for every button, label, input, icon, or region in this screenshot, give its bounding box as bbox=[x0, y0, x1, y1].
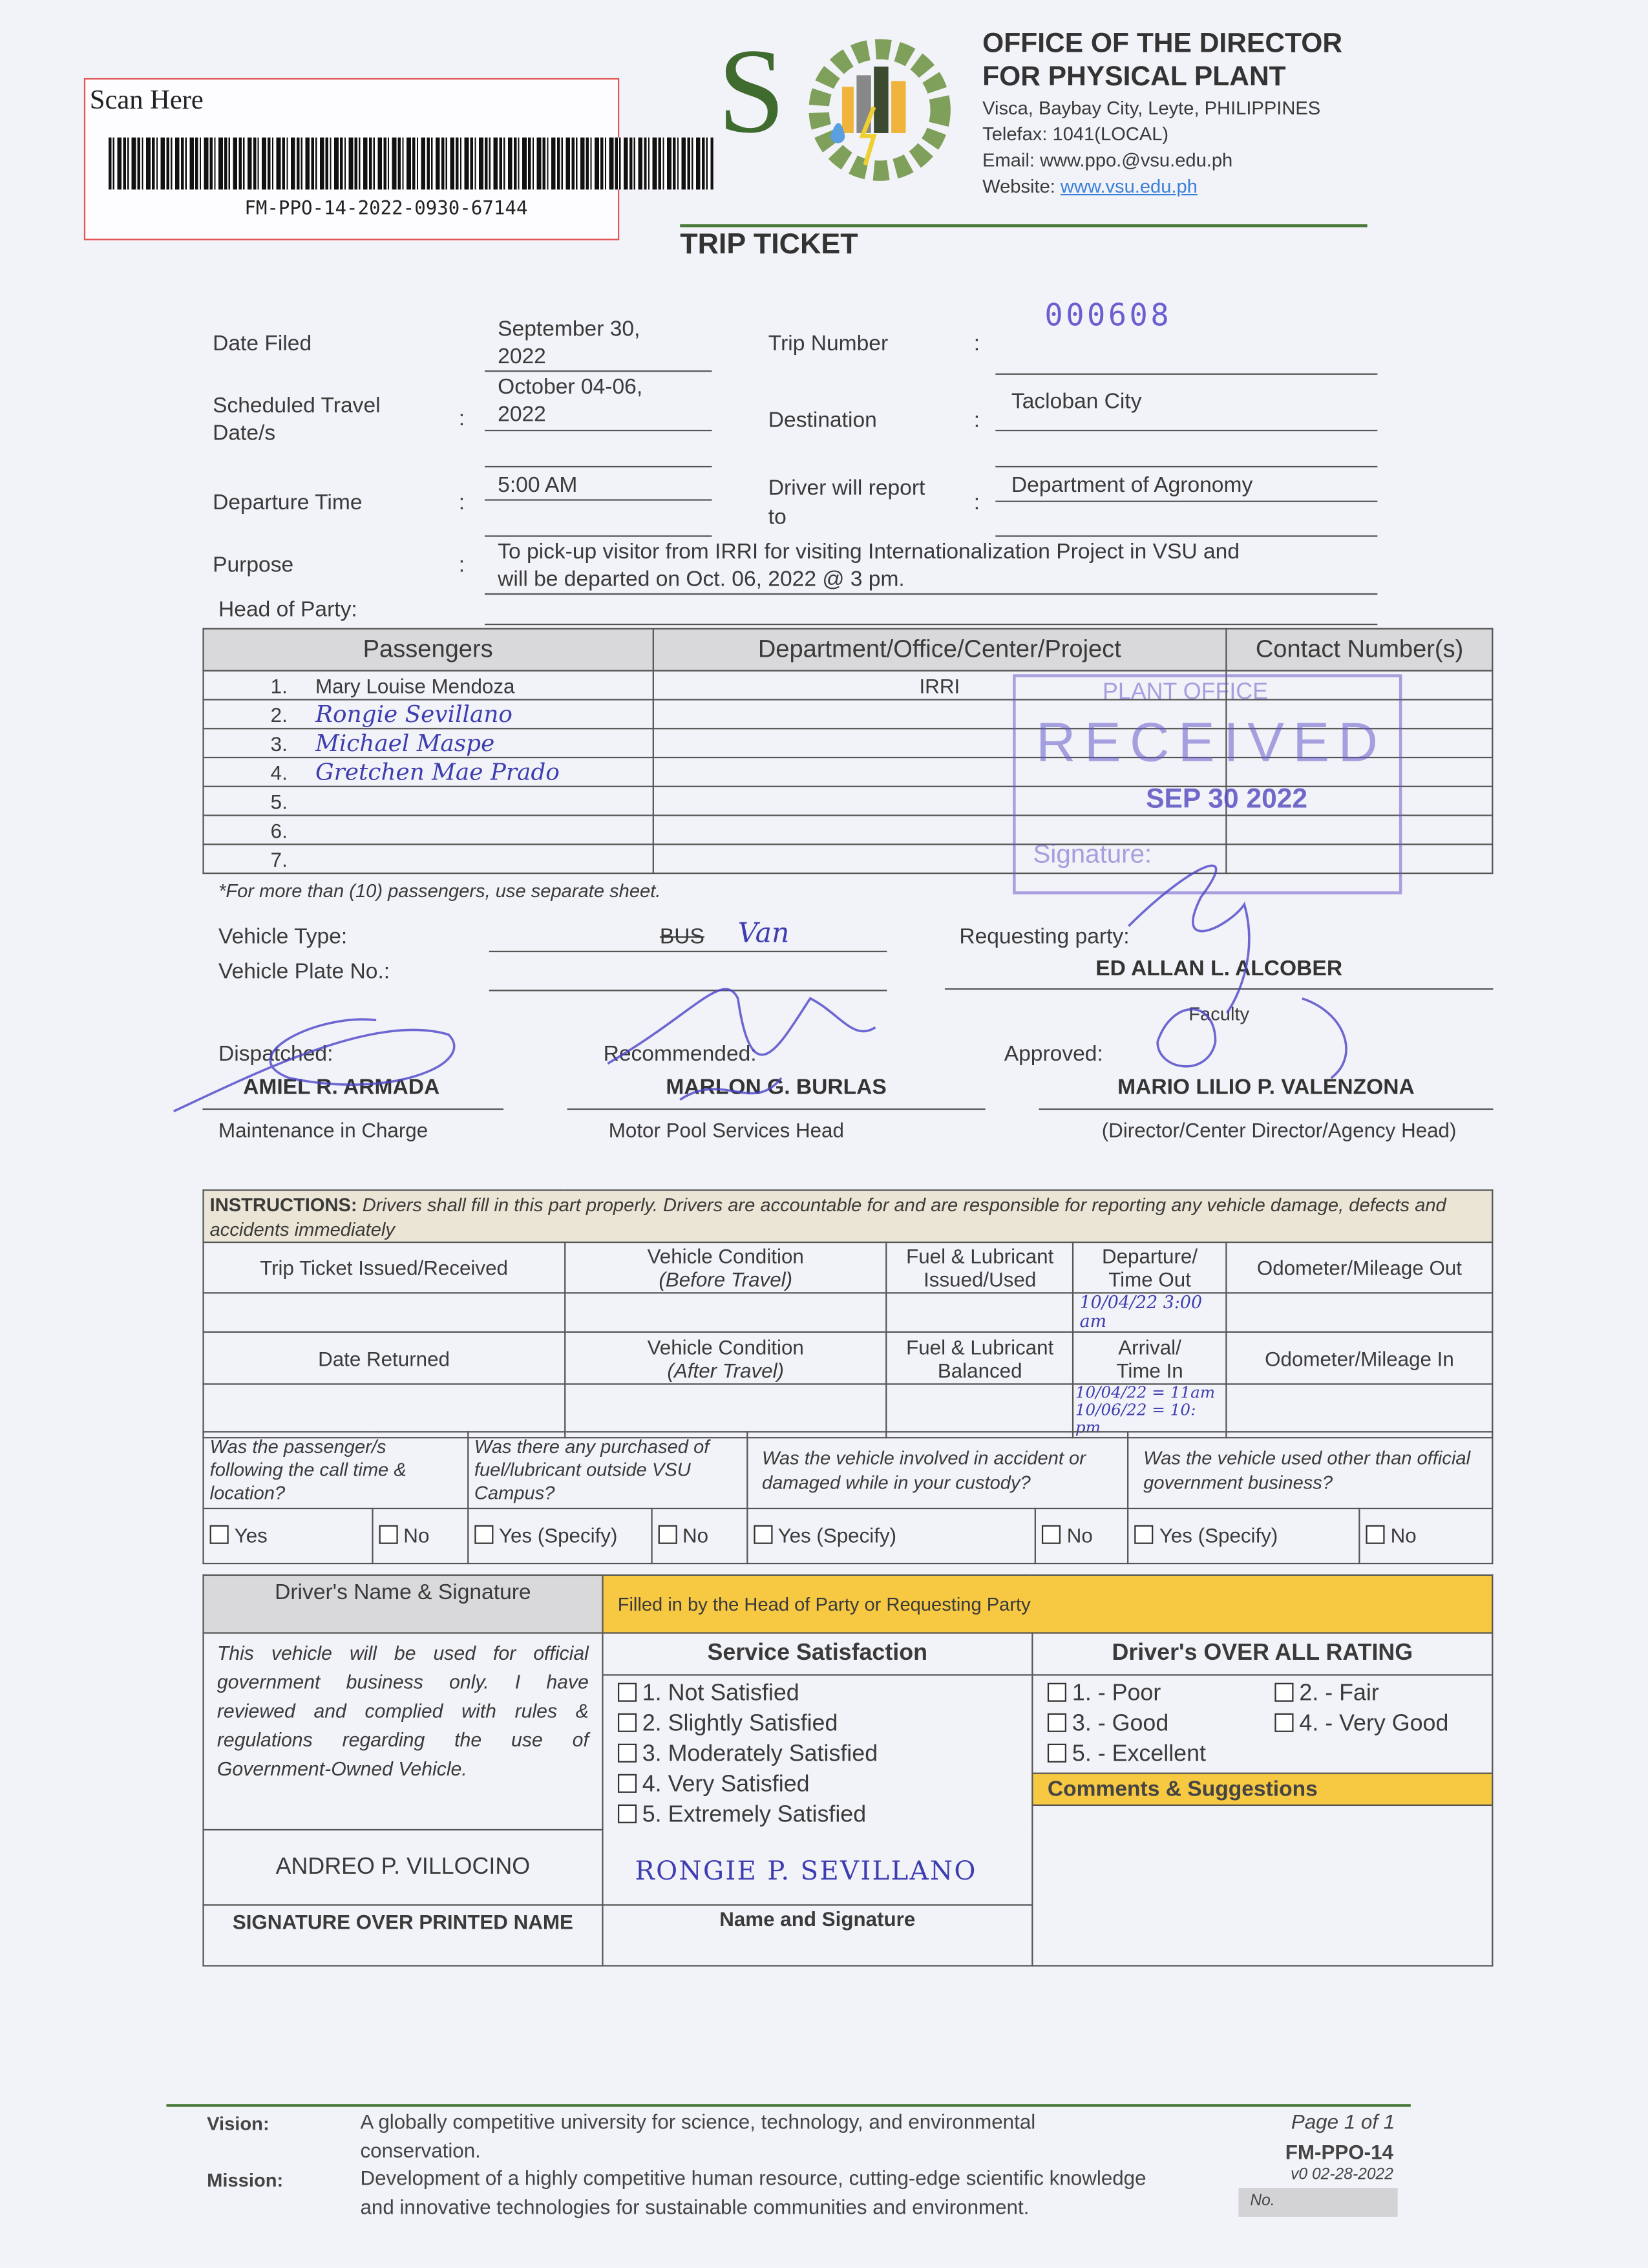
passenger-number: 7. bbox=[270, 847, 288, 871]
form-no: No. bbox=[1238, 2188, 1397, 2217]
stamp-received: RECEIVED bbox=[1035, 713, 1387, 774]
col-time-in: Time In bbox=[1116, 1358, 1183, 1381]
instructions-lead: INSTRUCTIONS: bbox=[209, 1192, 357, 1215]
page-number: Page 1 of 1 bbox=[1291, 2110, 1395, 2133]
col-issued-used: Issued/Used bbox=[924, 1267, 1037, 1291]
trip-ticket-field[interactable] bbox=[204, 1293, 565, 1331]
checkbox-icon[interactable] bbox=[1048, 1713, 1066, 1732]
driver-statement: This vehicle will be used for official government business only. I have reviewed and complied with rules & regulations regarding the use of Government-Owned Vehicle. bbox=[204, 1633, 603, 1830]
mission-text: Development of a highly competitive human resource, cutting-edge scientific knowledge bbox=[360, 2166, 1146, 2190]
answer-option-7[interactable] bbox=[1359, 1509, 1492, 1563]
evaluation-table bbox=[202, 1574, 1493, 1967]
answer-option-label: No bbox=[1066, 1523, 1093, 1547]
service-satisfaction-title: Service Satisfaction bbox=[603, 1634, 1031, 1676]
colon: : bbox=[458, 490, 465, 516]
destination-label: Destination bbox=[768, 408, 877, 433]
col-vehicle-condition: Vehicle Condition bbox=[647, 1244, 804, 1268]
answer-option-label: Yes (Specify) bbox=[1159, 1523, 1278, 1547]
university-letter: S bbox=[717, 25, 786, 160]
checkbox-icon[interactable] bbox=[1366, 1525, 1385, 1544]
travel-dates-label: Scheduled Travel bbox=[213, 393, 381, 419]
checkbox-icon[interactable] bbox=[1274, 1713, 1293, 1732]
passenger-number: 4. bbox=[270, 760, 288, 784]
colon: : bbox=[973, 490, 980, 516]
rating-option[interactable] bbox=[1048, 1739, 1274, 1770]
requester-signature bbox=[1128, 865, 1249, 1013]
time-out-value[interactable]: 10/04/22 3:00 am bbox=[1073, 1293, 1226, 1331]
service-option-label: 2. Slightly Satisfied bbox=[642, 1712, 838, 1737]
form-version: v0 02-28-2022 bbox=[1291, 2166, 1393, 2184]
col-fuel: Fuel & Lubricant bbox=[906, 1244, 1054, 1268]
answer-option-3[interactable] bbox=[651, 1509, 747, 1563]
vision-label: Vision: bbox=[207, 2112, 269, 2135]
rating-option-label: 3. - Good bbox=[1072, 1712, 1169, 1737]
driver-report-label: Driver will report bbox=[768, 476, 925, 501]
service-option[interactable] bbox=[618, 1800, 1017, 1830]
col-vehicle-condition-after: Vehicle Condition bbox=[647, 1335, 804, 1359]
service-option[interactable] bbox=[618, 1679, 1017, 1709]
passenger-note: *For more than (10) passengers, use separate sheet. bbox=[218, 880, 661, 902]
checkbox-icon[interactable] bbox=[1048, 1744, 1066, 1763]
checkbox-icon[interactable] bbox=[474, 1525, 493, 1544]
col-odometer-in: Odometer/Mileage In bbox=[1227, 1332, 1493, 1384]
vehicle-plate-label: Vehicle Plate No.: bbox=[218, 959, 390, 984]
dispatched-role: Maintenance in Charge bbox=[218, 1118, 428, 1142]
answer-option-label: Yes bbox=[234, 1523, 268, 1547]
approved-role: (Director/Center Director/Agency Head) bbox=[1101, 1118, 1457, 1142]
time-in-value-1[interactable]: 10/04/22 = 11am bbox=[1075, 1383, 1216, 1403]
vision-text: A globally competitive university for science, technology, and environmental bbox=[360, 2110, 1036, 2133]
vehicle-type-struck: BUS bbox=[659, 924, 704, 949]
recommender-signature bbox=[607, 989, 875, 1099]
checkbox-icon[interactable] bbox=[1135, 1525, 1154, 1544]
checkbox-icon[interactable] bbox=[754, 1525, 772, 1544]
website-label: Website: bbox=[982, 175, 1061, 197]
comments-field[interactable] bbox=[1033, 1806, 1492, 1965]
driver-name: ANDREO P. VILLOCINO bbox=[204, 1830, 603, 1905]
address: Visca, Baybay City, Leyte, PHILIPPINES bbox=[982, 96, 1321, 119]
col-trip-ticket: Trip Ticket Issued/Received bbox=[204, 1242, 565, 1293]
question-accident: Was the vehicle involved in accident or damaged while in your custody? bbox=[746, 1432, 1128, 1509]
destination-value: Tacloban City bbox=[1011, 389, 1142, 414]
rating-option-label: 1. - Poor bbox=[1072, 1681, 1161, 1706]
comments-title: Comments & Suggestions bbox=[1033, 1773, 1492, 1806]
rating-option-label: 4. - Very Good bbox=[1299, 1712, 1449, 1737]
time-in-value-2[interactable]: 10/06/22 = 10: pm bbox=[1075, 1401, 1196, 1437]
trip-number-label: Trip Number bbox=[768, 331, 889, 356]
service-option-label: 1. Not Satisfied bbox=[642, 1681, 799, 1706]
passenger-name[interactable]: Rongie Sevillano bbox=[315, 699, 512, 727]
checkbox-icon[interactable] bbox=[618, 1683, 637, 1702]
purpose-value: To pick-up visitor from IRRI for visiting Internationalization Project in VSU and bbox=[498, 540, 1240, 565]
dispatched-name: AMIEL R. ARMADA bbox=[243, 1075, 440, 1100]
service-option[interactable] bbox=[618, 1770, 1017, 1800]
rating-option[interactable] bbox=[1274, 1709, 1477, 1739]
answer-option-4[interactable] bbox=[746, 1509, 1035, 1563]
question-call-time: Was the passenger/s following the call time & location? bbox=[204, 1432, 468, 1509]
mission-text-2: and innovative technologies for sustainable communities and environment. bbox=[360, 2195, 1030, 2219]
checkbox-icon[interactable] bbox=[1048, 1683, 1066, 1702]
requesting-party-label: Requesting party: bbox=[959, 924, 1130, 949]
passenger-name[interactable]: Gretchen Mae Prado bbox=[315, 758, 560, 785]
rating-option[interactable] bbox=[1048, 1679, 1274, 1709]
answer-option-2[interactable] bbox=[468, 1509, 651, 1563]
rating-option[interactable] bbox=[1274, 1679, 1477, 1709]
checkbox-icon[interactable] bbox=[618, 1805, 637, 1823]
evaluation-banner: Filled in by the Head of Party or Requesting Party bbox=[602, 1575, 1492, 1633]
col-time-out: Time Out bbox=[1108, 1267, 1191, 1291]
checkbox-icon[interactable] bbox=[618, 1774, 637, 1793]
stamp-office: PLANT OFFICE bbox=[1102, 680, 1269, 705]
vehicle-condition-before-field[interactable] bbox=[565, 1293, 887, 1331]
approver-signature bbox=[1157, 999, 1346, 1078]
col-before-travel: (Before Travel) bbox=[659, 1267, 793, 1291]
passenger-department[interactable]: IRRI bbox=[653, 671, 1227, 700]
dispatched-label: Dispatched: bbox=[218, 1041, 333, 1066]
checkbox-icon[interactable] bbox=[618, 1713, 637, 1732]
service-option-label: 3. Moderately Satisfied bbox=[642, 1742, 878, 1767]
driver-report-label-2: to bbox=[768, 505, 787, 530]
header-department: Department/Office/Center/Project bbox=[653, 629, 1227, 671]
passenger-name[interactable]: Mary Louise Mendoza bbox=[315, 673, 515, 697]
answer-option-5[interactable] bbox=[1036, 1509, 1128, 1563]
service-option[interactable] bbox=[618, 1709, 1017, 1739]
driver-header: Driver's Name & Signature bbox=[204, 1575, 603, 1633]
col-after-travel: (After Travel) bbox=[667, 1358, 784, 1381]
col-fuel-balanced: Fuel & Lubricant bbox=[906, 1335, 1054, 1359]
service-option-label: 5. Extremely Satisfied bbox=[642, 1803, 867, 1828]
checkbox-icon[interactable] bbox=[658, 1525, 677, 1544]
stamp-signature: Signature: bbox=[1033, 839, 1152, 869]
head-of-party-label: Head of Party: bbox=[218, 597, 357, 622]
vehicle-type-value: Van bbox=[737, 917, 790, 949]
answer-option-0[interactable] bbox=[204, 1509, 373, 1563]
trip-number-value: 000608 bbox=[1044, 298, 1172, 333]
checkbox-icon[interactable] bbox=[1042, 1525, 1061, 1544]
purpose-label: Purpose bbox=[213, 553, 294, 578]
passenger-number: 5. bbox=[270, 789, 288, 813]
col-odometer-out: Odometer/Mileage Out bbox=[1227, 1242, 1493, 1293]
service-option-label: 4. Very Satisfied bbox=[642, 1772, 810, 1797]
departure-time-value: 5:00 AM bbox=[498, 473, 578, 498]
stamp-date: SEP 30 2022 bbox=[1146, 784, 1308, 815]
passenger-number: 2. bbox=[270, 702, 288, 726]
col-balanced: Balanced bbox=[937, 1358, 1022, 1381]
checkbox-icon[interactable] bbox=[379, 1525, 397, 1544]
question-other-use: Was the vehicle used other than official government business? bbox=[1128, 1432, 1493, 1509]
rating-option[interactable] bbox=[1048, 1709, 1274, 1739]
odometer-in-field[interactable] bbox=[1227, 1384, 1493, 1437]
odometer-out-field[interactable] bbox=[1227, 1293, 1493, 1331]
approved-label: Approved: bbox=[1004, 1041, 1103, 1066]
office-title-1: OFFICE OF THE DIRECTOR bbox=[982, 28, 1343, 59]
answer-option-label: No bbox=[403, 1523, 430, 1547]
instructions-body: Drivers shall fill in this part properly. Drivers are accountable for and are responsible for reporting any vehicle damage, defects and accidents immediately bbox=[209, 1192, 1446, 1240]
recommended-role: Motor Pool Services Head bbox=[608, 1118, 844, 1142]
passenger-number: 3. bbox=[270, 731, 288, 755]
travel-dates-value-2: 2022 bbox=[498, 402, 546, 427]
answer-option-label: Yes (Specify) bbox=[777, 1523, 897, 1547]
form-code: FM-PPO-14 bbox=[1285, 2140, 1393, 2164]
travel-dates-value: October 04-06, bbox=[498, 374, 643, 399]
instructions-text bbox=[204, 1190, 1493, 1242]
header-contact: Contact Number(s) bbox=[1227, 629, 1492, 671]
driver-rating-title: Driver's OVER ALL RATING bbox=[1033, 1634, 1492, 1676]
colon: : bbox=[458, 407, 465, 432]
answer-option-6[interactable] bbox=[1128, 1509, 1360, 1563]
rating-option-label: 5. - Excellent bbox=[1072, 1742, 1206, 1767]
travel-dates-label-2: Date/s bbox=[213, 421, 276, 446]
fuel-balanced-field[interactable] bbox=[887, 1384, 1073, 1437]
driver-instructions-table bbox=[202, 1189, 1493, 1438]
approved-name: MARIO LILIO P. VALENZONA bbox=[1117, 1075, 1415, 1100]
checkbox-icon[interactable] bbox=[1274, 1683, 1293, 1702]
driver-report-value: Department of Agronomy bbox=[1011, 473, 1253, 498]
vehicle-type-label: Vehicle Type: bbox=[218, 924, 348, 949]
colon: : bbox=[458, 553, 465, 578]
signer-name: RONGIE P. SEVILLANO bbox=[635, 1856, 977, 1887]
vision-text-2: conservation. bbox=[360, 2138, 481, 2162]
date-returned-field[interactable] bbox=[204, 1384, 565, 1437]
questions-table bbox=[202, 1431, 1493, 1564]
footer-divider bbox=[166, 2104, 1410, 2106]
title: TRIP TICKET bbox=[680, 228, 858, 260]
signer-label: Name and Signature bbox=[602, 1905, 1032, 1966]
recommended-label: Recommended: bbox=[603, 1041, 757, 1066]
barcode-number: FM-PPO-14-2022-0930-67144 bbox=[244, 198, 528, 220]
scan-here-label: Scan Here bbox=[89, 85, 204, 116]
header-passengers: Passengers bbox=[204, 629, 653, 671]
answer-option-label: Yes (Specify) bbox=[498, 1523, 618, 1547]
email: Email: www.ppo.@vsu.edu.ph bbox=[982, 149, 1233, 171]
answer-option-label: No bbox=[682, 1523, 709, 1547]
mission-label: Mission: bbox=[207, 2168, 284, 2191]
checkbox-icon[interactable] bbox=[210, 1525, 229, 1544]
requesting-party-name: ED ALLAN L. ALCOBER bbox=[1095, 956, 1343, 981]
colon: : bbox=[973, 331, 980, 356]
website-link[interactable]: www.vsu.edu.ph bbox=[1060, 175, 1198, 197]
office-title-2: FOR PHYSICAL PLANT bbox=[982, 62, 1286, 93]
rating-option-label: 2. - Fair bbox=[1299, 1681, 1379, 1706]
question-fuel-purchase: Was there any purchased of fuel/lubricant outside VSU Campus? bbox=[468, 1432, 747, 1509]
date-filed-label: Date Filed bbox=[213, 331, 312, 356]
answer-option-label: No bbox=[1390, 1523, 1417, 1547]
col-departure: Departure/ bbox=[1101, 1244, 1198, 1268]
checkbox-icon[interactable] bbox=[618, 1744, 637, 1763]
answer-option-1[interactable] bbox=[372, 1509, 468, 1563]
recommended-name: MARLON G. BURLAS bbox=[666, 1075, 887, 1100]
fuel-issued-field[interactable] bbox=[887, 1293, 1073, 1331]
dispatcher-signature bbox=[174, 1019, 454, 1111]
driver-signature-label: SIGNATURE OVER PRINTED NAME bbox=[204, 1905, 603, 1966]
telefax: Telefax: 1041(LOCAL) bbox=[982, 123, 1169, 145]
passenger-number: 1. bbox=[270, 673, 288, 697]
date-filed-value: September 30, bbox=[498, 317, 640, 342]
service-option[interactable] bbox=[618, 1739, 1017, 1770]
colon: : bbox=[973, 408, 980, 433]
col-arrival: Arrival/ bbox=[1118, 1335, 1181, 1359]
vehicle-condition-after-field[interactable] bbox=[565, 1384, 887, 1437]
date-filed-value-2: 2022 bbox=[498, 344, 546, 369]
purpose-value-2: will be departed on Oct. 06, 2022 @ 3 pm. bbox=[498, 567, 905, 592]
passenger-number: 6. bbox=[270, 818, 288, 842]
departure-time-label: Departure Time bbox=[213, 490, 363, 516]
col-date-returned: Date Returned bbox=[204, 1332, 565, 1384]
passenger-name[interactable]: Michael Maspe bbox=[315, 728, 495, 756]
requesting-party-role: Faculty bbox=[1188, 1002, 1250, 1025]
